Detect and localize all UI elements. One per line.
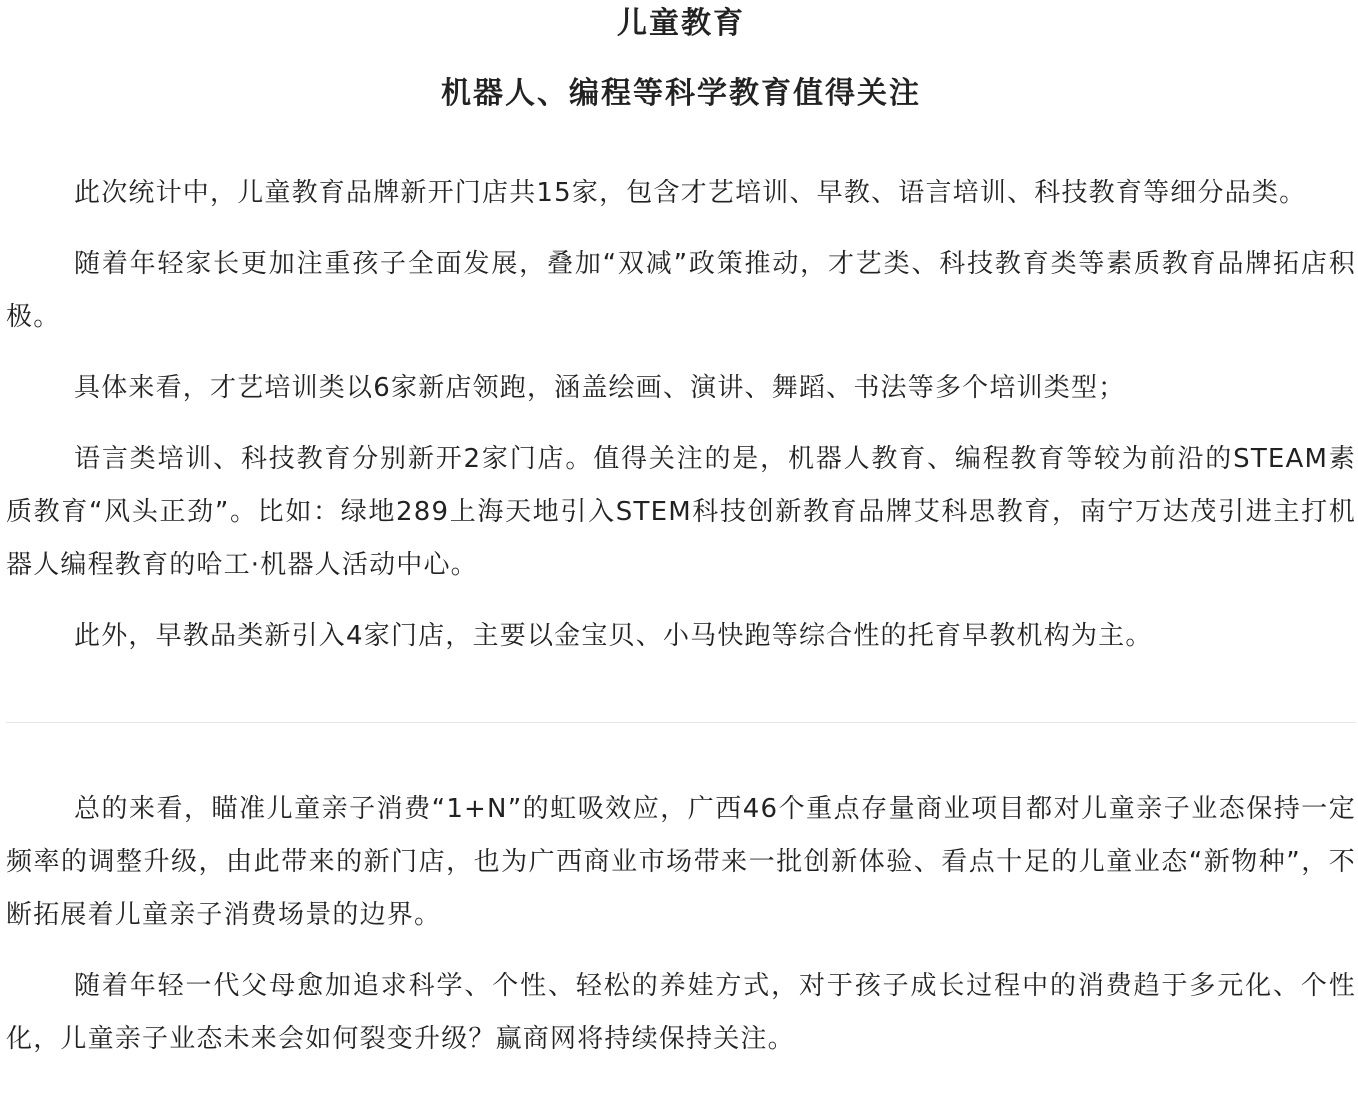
paragraph: 此外，早教品类新引入4家门店，主要以金宝贝、小马快跑等综合性的托育早教机构为主。: [74, 621, 1153, 651]
paragraph: 总的来看，瞄准儿童亲子消费“1+N”的虹吸效应，广西46个重点存量商业项目都对儿童亲子业态保持一定频率的调整升级，由此带来的新门店，也为广西商业市场带来一批创新体验、看点十足的儿童业态“新物种”，不断拓展着儿童亲子消费场景的边界。: [6, 794, 1356, 930]
article: [6, 0, 1356, 1066]
paragraph: 语言类培训、科技教育分别新开2家门店。值得关注的是，机器人教育、编程教育等较为前沿的STEAM素质教育“风头正劲”。比如：绿地289上海天地引入STEM科技创新教育品牌艾科思教育，南宁万达茂引进主打机器人编程教育的哈工·机器人活动中心。: [6, 444, 1356, 580]
article-subtitle: 机器人、编程等科学教育值得关注: [441, 76, 921, 111]
paragraph: 随着年轻一代父母愈加追求科学、个性、轻松的养娃方式，对于孩子成长过程中的消费趋于多元化、个性化，儿童亲子业态未来会如何裂变升级？赢商网将持续保持关注。: [6, 971, 1356, 1054]
paragraph: 此次统计中，儿童教育品牌新开门店共15家，包含才艺培训、早教、语言培训、科技教育等细分品类。: [74, 178, 1307, 208]
paragraph: 随着年轻家长更加注重孩子全面发展，叠加“双减”政策推动，才艺类、科技教育类等素质教育品牌拓店积极。: [6, 249, 1356, 332]
section-1: [6, 167, 1356, 663]
paragraph: 具体来看，才艺培训类以6家新店领跑，涵盖绘画、演讲、舞蹈、书法等多个培训类型；: [74, 373, 1126, 403]
article-title: 儿童教育: [617, 6, 745, 41]
section-2: [6, 783, 1356, 1066]
section-divider: [6, 722, 1356, 723]
